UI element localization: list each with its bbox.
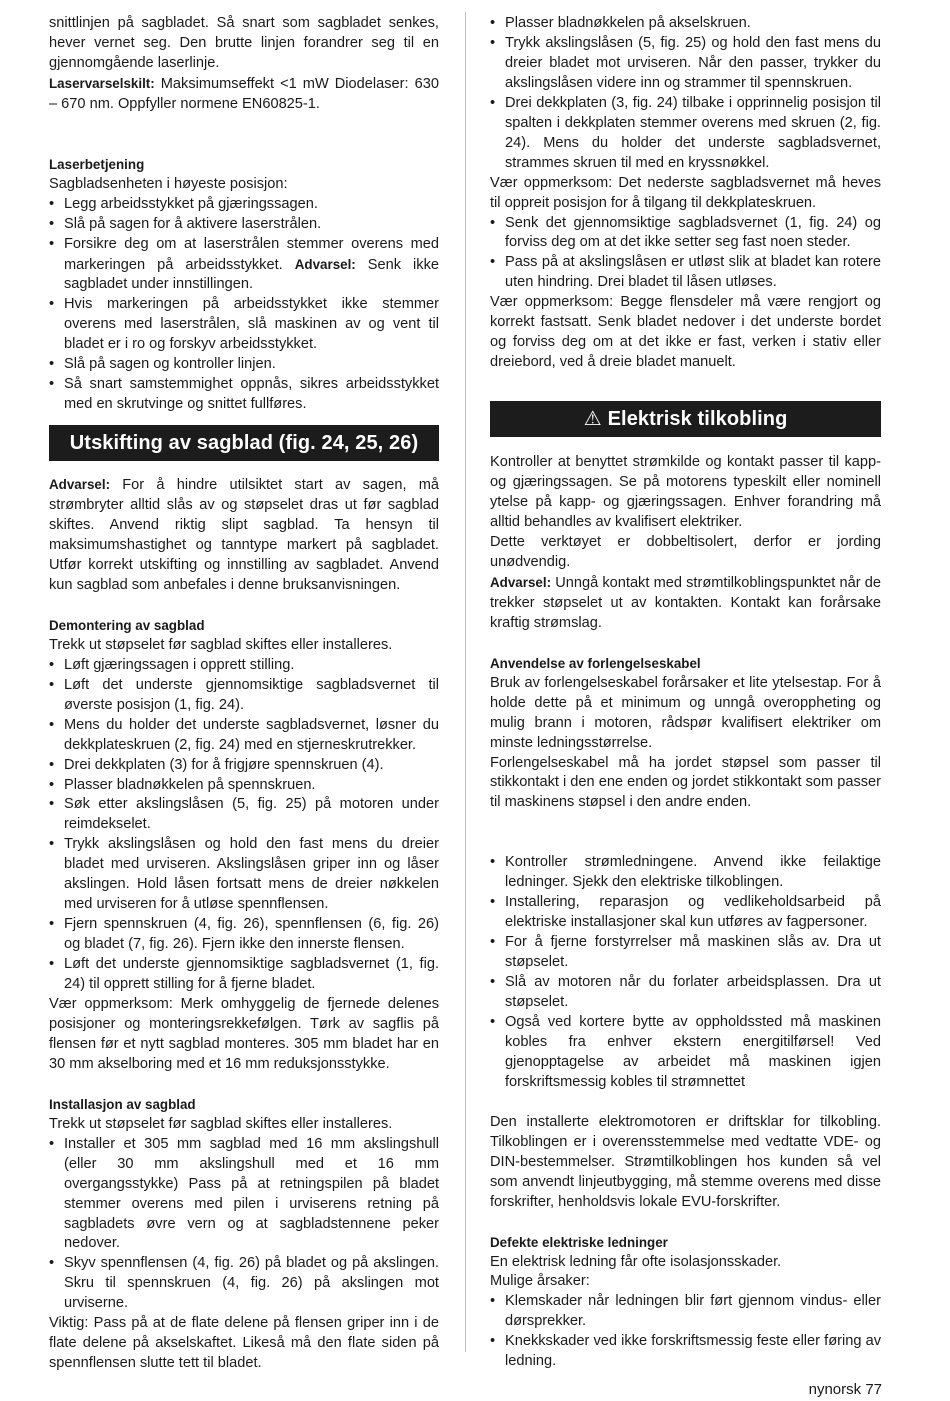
list-item: • Plasser bladnøkkelen på spennskruen. (49, 776, 439, 796)
right-column (490, 14, 881, 1372)
defective-paragraph-2: Mulige årsaker: (490, 1273, 590, 1290)
list-item: • Søk etter akslingslåsen (5, fig. 25) på motoren under reimdekselet. (49, 795, 439, 835)
installation-important: Viktig: Pass på at de flate delene på flensen griper inn i de flate delene på akselskaftet. Likeså må den flate siden på spennflensen slutte tett til bladet. (49, 1315, 439, 1372)
list-item: • Løft gjæringssagen i opprett stilling. (49, 656, 439, 676)
list-item: • Klemskader når ledningen blir ført gjennom vindus- eller dørsprekker. (490, 1292, 881, 1332)
electrical-warning-text: Unngå kontakt med strømtilkoblingspunktet når de trekker støpselet ut av kontakten. Kontakt kan forårsake kraftig strømslag. (490, 574, 881, 631)
blade-change-banner: Utskifting av sagblad (fig. 24, 25, 26) (49, 425, 439, 461)
list-item: • Plasser bladnøkkelen på akselskruen. (490, 14, 881, 34)
laser-warning-text: Maksimumseffekt <1 mW Diodelaser: 630 – 670 nm. Oppfyller normene EN60825-1. (49, 75, 439, 112)
extension-heading: Anvendelse av forlengelseskabel (490, 655, 701, 671)
extension-paragraph-2: Forlengelseskabel må ha jordet støpsel som passer til stikkontakt i den ene enden og jordet stikkontakt som passer til maskinens støpsel i den andre enden. (490, 754, 882, 811)
list-item: • Slå på sagen og kontroller linjen. (49, 355, 439, 375)
list-item: • Drei dekkplaten (3, fig. 24) tilbake i opprinnelig posisjon til spalten i dekkplaten stemmer overens med skruen (2, fig. 24). Mens du holder det underste sagbladsvernet, strammes skruen til med en kryssnøkkel. (490, 94, 881, 174)
list-item: • Også ved kortere bytte av oppholdssted må maskinen kobles fra enhver ekstern energitilførsel! Ved gjenopptagelse av arbeidet må maskinen igjen forskriftsmessig kobles til strømnettet (490, 1013, 881, 1093)
column-divider (465, 12, 466, 1352)
removal-note: Vær oppmerksom: Merk omhyggelig de fjernede delenes posisjoner og monteringsrekkefølgen. Tørk av sagflis på flensen før et nytt sagblad monteres. 305 mm bladet har en 30 mm akselboring med et 16 mm reduksjonsstykke. (49, 995, 439, 1072)
defective-list (490, 1292, 881, 1372)
list-item: • Pass på at akslingslåsen er utløst slik at bladet kan rotere uten hindring. Drei bladet til låsen utløses. (490, 253, 881, 293)
page-number: nynorsk 77 (808, 1381, 882, 1398)
guard-list (490, 214, 881, 294)
flange-note: Vær oppmerksom: Begge flensdeler må være rengjort og korrekt fastsatt. Senk bladet nedover i det underste bordet og forviss deg om at det ikke er fast, verken i stativ eller dreiebord, ved å dreie bladet manuelt. (490, 294, 881, 371)
electrical-banner-title: Elektrisk tilkobling (607, 408, 788, 431)
removal-list (49, 656, 439, 995)
intro-paragraph: snittlinjen på sagbladet. Så snart som sagbladet senkes, hever vernet seg. Den brutte linjen forandrer seg til en gjennomgående laserlinje. (49, 15, 439, 71)
list-item: • Trykk akslingslåsen og hold den fast mens du dreier bladet med urviseren. Akslingslåsen griper inn og låser akslingen. Hold låsen fortsatt mens de dreier nøkkelen med urviseren for å utløse spennflensen. (49, 835, 439, 915)
list-item: • Legg arbeidsstykket på gjæringssagen. (49, 195, 439, 215)
list-item: • Knekkskader ved ikke forskriftsmessig feste eller føring av ledning. (490, 1332, 881, 1372)
list-item: • Drei dekkplaten (3) for å frigjøre spennskruen (4). (49, 756, 439, 776)
list-item: • Mens du holder det underste sagbladsvernet, løsner du dekkplateskruen (2, fig. 24) med en stjerneskrutrekker. (49, 716, 439, 756)
installation-list (49, 1135, 439, 1315)
list-item: • Slå av motoren når du forlater arbeidsplassen. Dra ut støpselet. (490, 973, 881, 1013)
list-item: • Installering, reparasjon og vedlikeholdsarbeid på elektriske installasjoner skal kun utføres av fagpersoner. (490, 893, 881, 933)
list-item: • Slå på sagen for å aktivere laserstrålen. (49, 215, 439, 235)
installation-heading: Installasjon av sagblad (49, 1096, 196, 1112)
laser-warning-label: Laservarselskilt: (49, 75, 155, 91)
list-item-text: Forsikre deg om at laserstrålen stemmer overens med markeringen på arbeidsstykket. (64, 235, 439, 273)
laser-operation-list (49, 195, 439, 415)
electrical-banner (490, 401, 881, 437)
laser-operation-intro: Sagbladsenheten i høyeste posisjon: (49, 175, 288, 192)
extension-list (490, 853, 881, 1092)
list-item: • Kontroller strømledningene. Anvend ikke feilaktige ledninger. Sjekk den elektriske tilkoblingen. (490, 853, 881, 893)
laser-warning-paragraph (49, 74, 439, 115)
electrical-paragraph-1: Kontroller at benyttet strømkilde og kontakt passer til kapp- og gjæringssagen. Se på motorens typeskilt eller nominell ytelse på kapp- og gjæringssagen. Enhver forandring må alltid behandles av kvalifisert elektriker. (490, 454, 881, 531)
list-item: • Senk det gjennomsiktige sagbladsvernet (1, fig. 24) og forviss deg om at det ikke setter seg fast noen steder. (490, 214, 881, 254)
installation-continued-list (490, 14, 881, 174)
list-item-warning-text: Senk ikke sagbladet under innstillingen. (64, 256, 440, 293)
electrical-paragraph-2: Dette verktøyet er dobbeltisolert, derfor er jording unødvendig. (490, 533, 881, 570)
defective-paragraph-1: En elektrisk ledning får ofte isolasjonsskader. (490, 1253, 782, 1270)
list-item: • Fjern spennskruen (4, fig. 26), spennflensen (6, fig. 26) og bladet (7, fig. 26). Fjern ikke den innerste flensen. (49, 915, 439, 955)
list-item: • Trykk akslingslåsen (5, fig. 25) og hold den fast mens du dreier bladet mot urviseren. Når den passer, trykker du akslingslåsen videre inn og strammer til spennskruen. (490, 34, 881, 94)
list-item: • Skyv spennflensen (4, fig. 26) på bladet og på akslingen. Skru til spennskruen (4, fig. 26) på akslingen mot urviserne. (49, 1254, 439, 1314)
list-item (49, 235, 439, 296)
warning-triangle-icon: ⚠ (583, 408, 602, 431)
laser-operation-heading: Laserbetjening (49, 156, 145, 172)
list-item: • Hvis markeringen på arbeidsstykket ikke stemmer overens med laserstrålen, slå maskinen av og vent til bladet er i ro og forskyv arbeidsstykket. (49, 295, 439, 355)
installation-intro: Trekk ut støpselet før sagblad skiftes eller installeres. (49, 1115, 393, 1132)
list-item: • Så snart samstemmighet oppnås, sikres arbeidsstykket med en skrutvinge og snittet fullføres. (49, 375, 439, 415)
extension-paragraph-3: Den installerte elektromotoren er driftsklar for tilkobling. Tilkoblingen er i overensstemmelse med vedtatte VDE- og DIN-bestemmelser. Strømtilkoblingen hos kunden så vel som anvendt linjeutbygging, må stemme overens med disse forskrifter, henholdsvis lokale EVU-forskrifter. (490, 1113, 881, 1210)
list-item: • Løft det underste gjennomsiktige sagbladsvernet til øverste posisjon (1, fig. 24). (49, 676, 439, 716)
left-column (49, 14, 439, 1374)
list-item: • Løft det underste gjennomsiktige sagbladsvernet (1, fig. 24) til opprett stilling for å fjerne bladet. (49, 955, 439, 995)
extension-paragraph-1: Bruk av forlengelseskabel forårsaker et lite ytelsestap. For å holde dette på et minimum og unngå overoppheting og mulig brann i motoren, rådspør kvalifisert elektriker om minste ledningsstørrelse. (490, 674, 881, 751)
removal-heading: Demontering av sagblad (49, 617, 205, 633)
list-item: • Installer et 305 mm sagblad med 16 mm akslingshull (eller 30 mm akslingshull med et 16 mm overgangsstykke) Pass på at retningspilen på bladet stemmer overens med pilen i urviserens retning på sagbladets øvre vern og at sagbladstennene peker nedover. (49, 1135, 439, 1255)
removal-intro: Trekk ut støpselet før sagblad skiftes eller installeres. (49, 636, 393, 653)
list-item-warning-label: Advarsel: (294, 256, 356, 272)
electrical-warning (490, 573, 881, 634)
blade-change-warning-label: Advarsel: (49, 477, 111, 493)
blade-change-warning (49, 475, 439, 596)
defective-heading: Defekte elektriske ledninger (490, 1234, 668, 1250)
list-item: • For å fjerne forstyrrelser må maskinen slås av. Dra ut støpselet. (490, 933, 881, 973)
electrical-warning-label: Advarsel: (490, 574, 552, 590)
blade-change-warning-text: For å hindre utilsiktet start av sagen, må strømbryter alltid slås av og støpselet dras ut før sagblad skiftes. Anvend riktig slipt sagblad. Ta hensyn til maksimumshastighet og tanntype markert på sagbladet. Utfør korrekt utskifting og innstilling av sagbladet. Anvend kun sagblad som anbefales i denne bruksanvisningen. (49, 477, 439, 593)
guard-note: Vær oppmerksom: Det nederste sagbladsvernet må heves til oppreit posisjon for å tilgang til dekkplateskruen. (490, 174, 881, 211)
